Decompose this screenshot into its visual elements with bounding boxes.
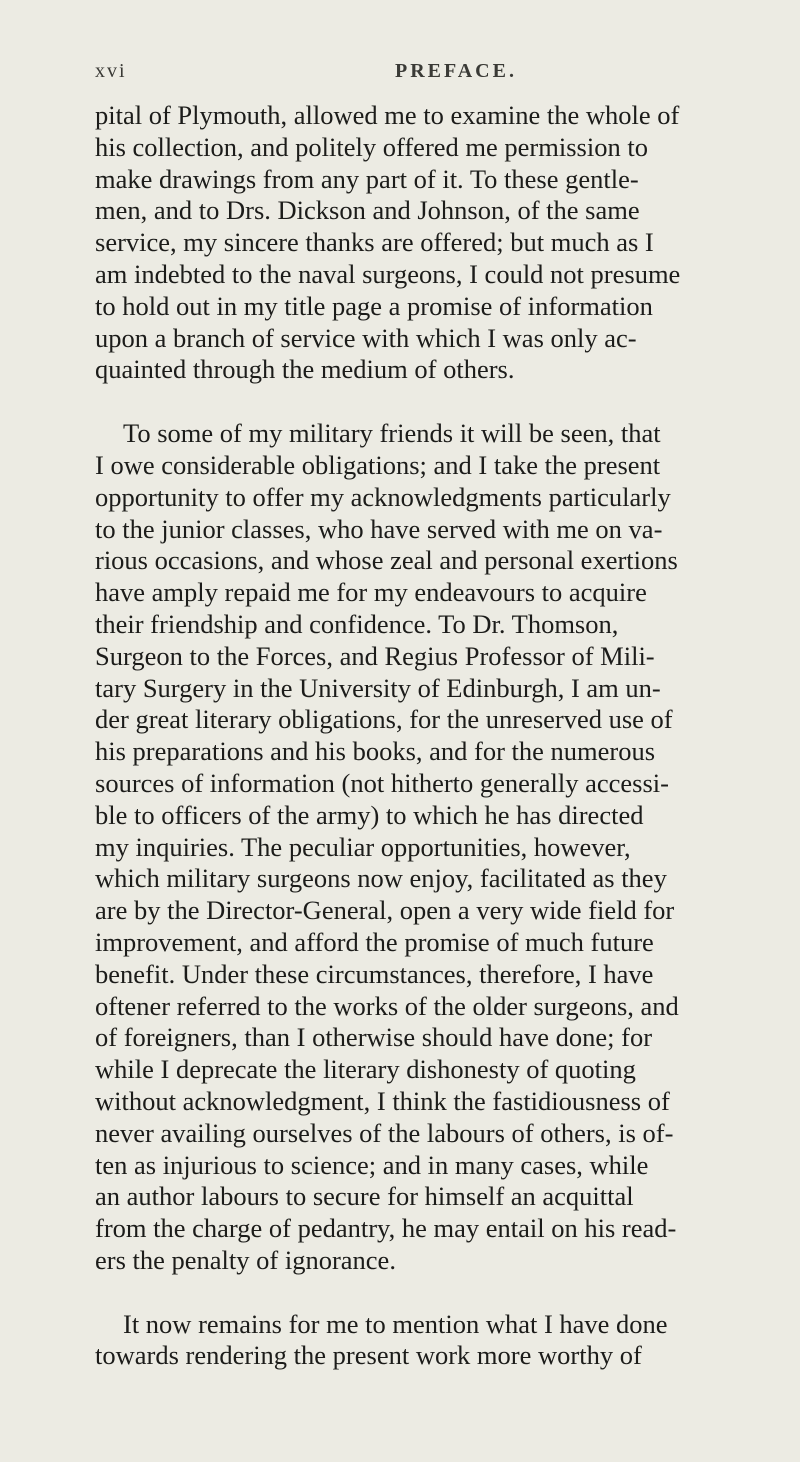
text-line: ble to officers of the army) to which he has directed (95, 799, 644, 830)
text-line: an author labours to secure for himself an acquittal (95, 1181, 634, 1212)
text-line: ten as injurious to science; and in many cases, while (95, 1149, 649, 1180)
page-number: xvi (95, 60, 127, 82)
paragraph-2 (95, 418, 715, 1277)
text-line: his preparations and his books, and for the numerous (95, 736, 656, 767)
text-line: are by the Director-General, open a very wide field for (95, 895, 675, 926)
text-line: oftener referred to the works of the older surgeons, and (95, 990, 679, 1021)
text-line: to hold out in my title page a promise of information (95, 290, 653, 321)
text-line: his collection, and politely offered me permission to (95, 131, 648, 162)
text-line: without acknowledgment, I think the fastidiousness of (95, 1085, 670, 1116)
running-title: PREFACE. (395, 60, 517, 82)
text-line: my inquiries. The peculiar opportunities, however, (95, 831, 631, 862)
text-line: men, and to Drs. Dickson and Johnson, of the same (95, 195, 640, 226)
text-line: rious occasions, and whose zeal and personal exertions (95, 545, 678, 576)
text-line: of foreigners, than I otherwise should have done; for (95, 1022, 653, 1053)
text-line: I owe considerable obligations; and I take the present (95, 449, 661, 480)
text-line: benefit. Under these circumstances, therefore, I have (95, 958, 654, 989)
text-line: quainted through the medium of others. (95, 354, 515, 385)
text-line: am indebted to the naval surgeons, I could not presume (95, 258, 681, 289)
text-line: which military surgeons now enjoy, facilitated as they (95, 863, 667, 894)
text-line: sources of information (not hitherto generally accessi- (95, 767, 669, 798)
text-line: to the junior classes, who have served with me on va- (95, 513, 663, 544)
text-line: while I deprecate the literary dishonesty of quoting (95, 1054, 636, 1085)
paragraph-1 (95, 100, 715, 386)
text-line: make drawings from any part of it. To these gentle- (95, 163, 639, 194)
text-line: opportunity to offer my acknowledgments particularly (95, 481, 671, 512)
text-line: from the charge of pedantry, he may entail on his read- (95, 1213, 677, 1244)
text-line: have amply repaid me for my endeavours to acquire (95, 577, 647, 608)
text-line: towards rendering the present work more worthy of (95, 1340, 642, 1371)
text-line: It now remains for me to mention what I have done (123, 1308, 668, 1339)
text-line: der great literary obligations, for the unreserved use of (95, 704, 673, 735)
text-line: To some of my military friends it will be seen, that (123, 418, 661, 449)
running-head (95, 60, 735, 84)
text-line: never availing ourselves of the labours of others, is of- (95, 1117, 674, 1148)
text-line: improvement, and afford the promise of much future (95, 926, 654, 957)
text-line: Surgeon to the Forces, and Regius Professor of Mili- (95, 640, 655, 671)
text-line: tary Surgery in the University of Edinburgh, I am un- (95, 672, 661, 703)
text-line: their friendship and confidence. To Dr. Thomson, (95, 608, 619, 639)
paragraph-3 (95, 1309, 715, 1373)
text-line: pital of Plymouth, allowed me to examine the whole of (95, 100, 680, 130)
text-line: service, my sincere thanks are offered; but much as I (95, 227, 654, 258)
body-text (95, 100, 715, 1372)
text-line: upon a branch of service with which I was only ac- (95, 322, 637, 353)
text-line: ers the penalty of ignorance. (95, 1244, 396, 1275)
